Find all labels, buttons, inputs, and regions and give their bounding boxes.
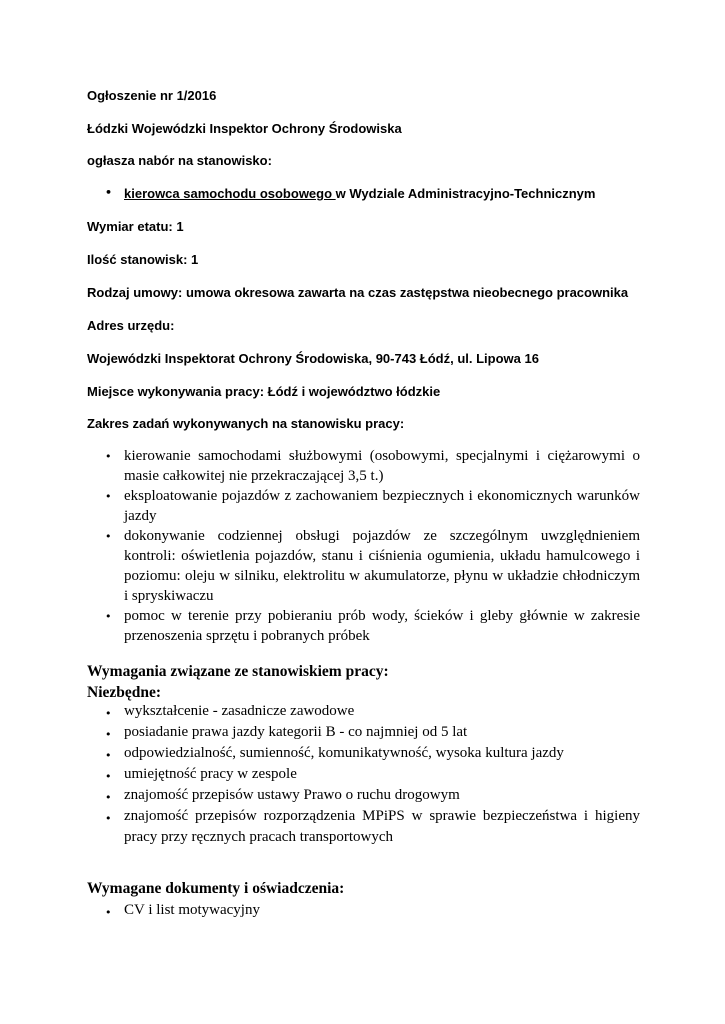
- list-item: [105, 446, 640, 486]
- bullet-icon: •: [105, 812, 112, 825]
- bullet-icon: •: [105, 186, 113, 199]
- list-item: [105, 486, 640, 526]
- list-item: [105, 806, 640, 848]
- tasks-heading: Zakres zadań wykonywanych na stanowisku pracy:: [87, 416, 405, 431]
- task-text: pomoc w terenie przy pobieraniu prób wody, ścieków i gleby głównie w zakresie przenoszenia sprzętu i pobranych próbek: [124, 608, 640, 644]
- required-heading: Niezbędne:: [87, 684, 162, 701]
- workplace: Miejsce wykonywania pracy: Łódź i województwo łódzkie: [87, 384, 441, 399]
- position-department: w Wydziale Administracyjno-Technicznym: [335, 186, 596, 201]
- employment-fraction: Wymiar etatu: 1: [87, 219, 184, 234]
- task-text: dokonywanie codziennej obsługi pojazdów ze szczególnym uwzględnieniem kontroli: oświetlenia pojazdów, stanu i ciśnienia ogumienia, układu hamulcowego i poziomu: oleju w silniku, elektrolitu w akumulatorze, płynu w układzie chłodniczym i spryskiwaczu: [124, 528, 640, 604]
- list-item: [105, 900, 640, 921]
- bullet-icon: •: [105, 728, 112, 741]
- bullet-icon: •: [105, 707, 112, 720]
- requirement-text: umiejętność pracy w zespole: [124, 766, 297, 782]
- requirement-text: znajomość przepisów rozporządzenia MPiPS w sprawie bezpieczeństwa i higieny pracy przy ręcznych pracach transportowych: [124, 808, 640, 845]
- bullet-icon: •: [105, 906, 112, 919]
- documents-heading: Wymagane dokumenty i oświadczenia:: [87, 880, 345, 897]
- bullet-icon: •: [105, 791, 112, 804]
- requirements-heading: Wymagania związane ze stanowiskiem pracy:: [87, 663, 389, 680]
- requirement-text: posiadanie prawa jazdy kategorii B - co najmniej od 5 lat: [124, 724, 468, 740]
- bullet-icon: •: [105, 749, 112, 762]
- requirement-text: wykształcenie - zasadnicze zawodowe: [124, 703, 355, 719]
- document-text: CV i list motywacyjny: [124, 902, 260, 918]
- bullet-icon: •: [105, 490, 112, 503]
- tasks-list: [105, 446, 640, 646]
- list-item: [105, 701, 640, 722]
- positions-count: Ilość stanowisk: 1: [87, 252, 199, 267]
- announces-text: ogłasza nabór na stanowisko:: [87, 153, 272, 168]
- documents-list: [105, 900, 640, 921]
- requirement-text: znajomość przepisów ustawy Prawo o ruchu drogowym: [124, 787, 460, 803]
- bullet-icon: •: [105, 530, 112, 543]
- requirements-list: [105, 701, 640, 848]
- list-item: [105, 606, 640, 646]
- contract-type: Rodzaj umowy: umowa okresowa zawarta na czas zastępstwa nieobecnego pracownika: [87, 285, 629, 300]
- requirement-text: odpowiedzialność, sumienność, komunikatywność, wysoka kultura jazdy: [124, 745, 564, 761]
- organization-name: Łódzki Wojewódzki Inspektor Ochrony Środowiska: [87, 121, 402, 136]
- bullet-icon: •: [105, 450, 112, 463]
- list-item: [105, 785, 640, 806]
- task-text: eksploatowanie pojazdów z zachowaniem bezpiecznych i ekonomicznych warunków jazdy: [124, 488, 640, 524]
- bullet-icon: •: [105, 610, 112, 623]
- office-address: Wojewódzki Inspektorat Ochrony Środowiska, 90-743 Łódź, ul. Lipowa 16: [87, 351, 539, 366]
- task-text: kierowanie samochodami służbowymi (osobowymi, specjalnymi i ciężarowymi o masie całkowitej nie przekraczającej 3,5 t.): [124, 448, 640, 484]
- position-item: [105, 186, 665, 201]
- list-item: [105, 722, 640, 743]
- position-title: kierowca samochodu osobowego: [124, 186, 336, 201]
- list-item: [105, 743, 640, 764]
- list-item: [105, 764, 640, 785]
- list-item: [105, 526, 640, 606]
- position-list: [105, 186, 665, 201]
- announcement-number: Ogłoszenie nr 1/2016: [87, 88, 217, 103]
- bullet-icon: •: [105, 770, 112, 783]
- office-address-label: Adres urzędu:: [87, 318, 175, 333]
